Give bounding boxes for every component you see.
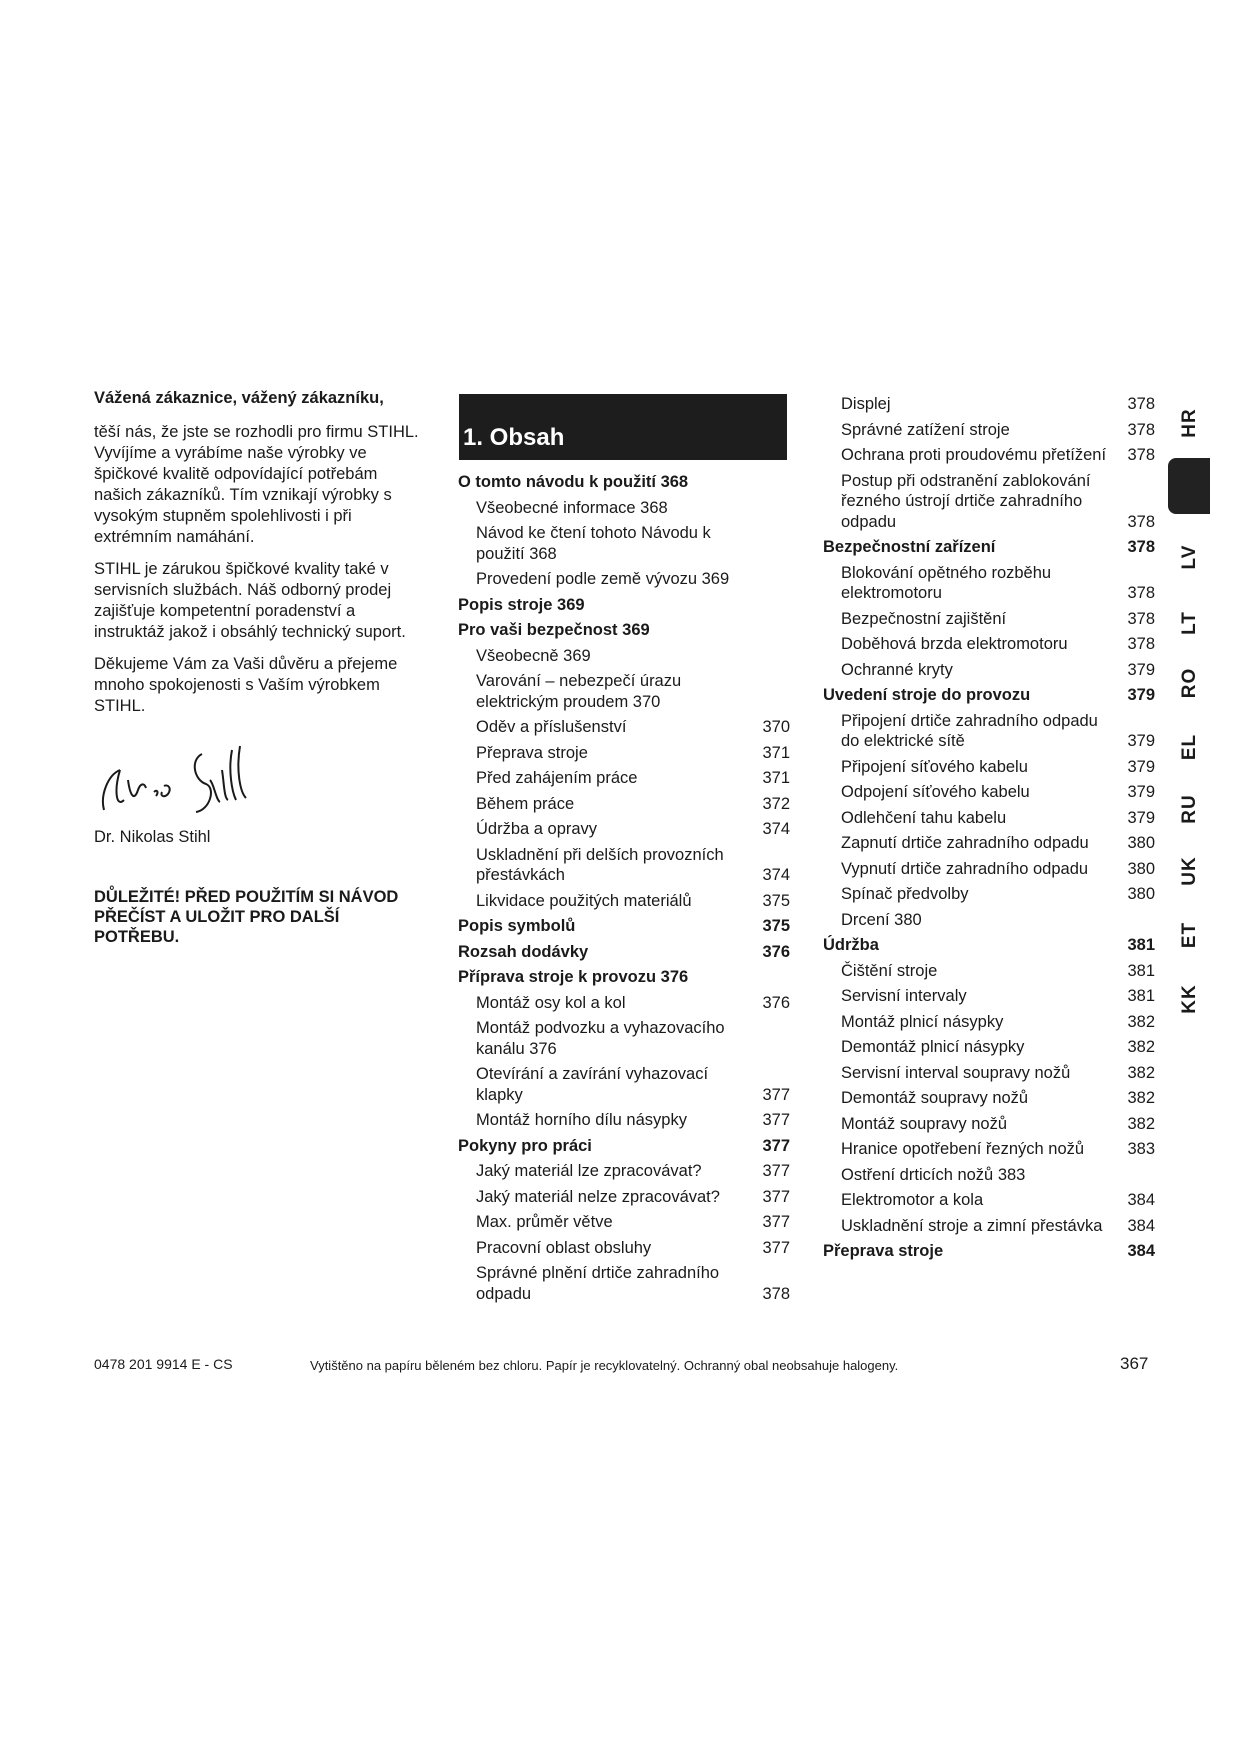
- toc-entry-page: 379: [1127, 686, 1155, 704]
- toc-entry[interactable]: [458, 1212, 790, 1233]
- toc-section[interactable]: [823, 537, 1155, 558]
- toc-entry-title: Návod ke čtení tohoto Návodu k použití 368: [476, 524, 711, 563]
- toc-entry-page: 382: [1127, 1089, 1155, 1107]
- toc-entry-page: 372: [762, 794, 790, 813]
- toc-entry-title: Varování – nebezpečí úrazu elektrickým proudem 370: [476, 672, 682, 711]
- toc-entry[interactable]: [823, 660, 1155, 681]
- toc-entry-title: Oděv a příslušenství: [476, 718, 627, 736]
- toc-entry-page: 379: [1127, 660, 1155, 679]
- toc-entry-page: 371: [762, 769, 790, 787]
- toc-column-left: [458, 472, 790, 1309]
- toc-entry-page: 378: [1127, 395, 1155, 413]
- toc-entry[interactable]: [823, 1114, 1155, 1135]
- toc-section[interactable]: [458, 1136, 790, 1157]
- toc-column-right: [823, 394, 1155, 1267]
- toc-entry[interactable]: [458, 794, 790, 815]
- toc-entry[interactable]: [823, 634, 1155, 655]
- toc-entry-page: 379: [1127, 757, 1155, 776]
- signature-image: [94, 740, 264, 820]
- toc-entry[interactable]: [823, 711, 1155, 752]
- toc-entry-page: 381: [1127, 987, 1155, 1005]
- greeting: Vážená zákaznice, vážený zákazníku,: [94, 389, 384, 407]
- toc-entry[interactable]: [458, 768, 790, 789]
- toc-entry[interactable]: [823, 859, 1155, 880]
- toc-header: [459, 394, 787, 460]
- toc-entry-title: Popis symbolů: [458, 917, 576, 935]
- toc-entry-title: Spínač předvolby: [841, 885, 969, 903]
- toc-entry[interactable]: [458, 1187, 790, 1208]
- toc-entry[interactable]: [458, 993, 790, 1014]
- toc-section[interactable]: [823, 1241, 1155, 1262]
- toc-entry[interactable]: [458, 1110, 790, 1131]
- language-tab-lt[interactable]: LT: [1179, 611, 1200, 635]
- toc-entry-page: 381: [1127, 936, 1155, 954]
- toc-entry-title: Příprava stroje k provozu 376: [458, 968, 689, 986]
- toc-entry[interactable]: [458, 646, 790, 667]
- toc-entry-page: 383: [1127, 1140, 1155, 1158]
- toc-entry-title: Zapnutí drtiče zahradního odpadu: [841, 834, 1089, 852]
- toc-entry-title: Montáž podvozku a vyhazovacího kanálu 376: [476, 1019, 725, 1058]
- language-tab-el[interactable]: EL: [1179, 733, 1200, 761]
- toc-entry-title: Vypnutí drtiče zahradního odpadu: [841, 859, 1089, 878]
- toc-entry-page: 376: [762, 942, 790, 961]
- toc-entry[interactable]: [823, 961, 1155, 982]
- intro-paragraph: Děkujeme Vám za Vaši důvěru a přejeme mnoho spokojenosti s Vaším výrobkem STIHL.: [94, 655, 398, 715]
- toc-entry[interactable]: [823, 808, 1155, 829]
- toc-entry-page: 378: [1127, 538, 1155, 556]
- toc-entry-page: 379: [1127, 732, 1155, 750]
- toc-entry[interactable]: [823, 910, 1155, 931]
- toc-section[interactable]: [458, 472, 790, 493]
- toc-entry-page: 378: [762, 1284, 790, 1303]
- language-tab-cs[interactable]: CS: [1179, 482, 1200, 512]
- signature-name: Dr. Nikolas Stihl: [94, 828, 211, 846]
- toc-entry-title: Přeprava stroje: [476, 743, 588, 762]
- toc-entry-page: 374: [762, 820, 790, 838]
- intro-letter: [94, 388, 429, 728]
- toc-entry[interactable]: [458, 891, 790, 912]
- toc-entry[interactable]: [823, 833, 1155, 854]
- toc-entry[interactable]: [823, 420, 1155, 441]
- toc-entry-title: Pokyny pro práci: [458, 1136, 592, 1155]
- toc-entry-page: 374: [762, 866, 790, 884]
- toc-entry-title: Všeobecné informace 368: [476, 498, 668, 517]
- toc-entry[interactable]: [458, 1018, 790, 1059]
- toc-entry[interactable]: [823, 1088, 1155, 1109]
- toc-entry[interactable]: [458, 819, 790, 840]
- toc-entry[interactable]: [823, 757, 1155, 778]
- toc-entry[interactable]: [823, 1037, 1155, 1058]
- toc-entry-title: Čištění stroje: [841, 961, 938, 980]
- toc-entry[interactable]: [823, 782, 1155, 803]
- toc-entry[interactable]: [458, 671, 790, 712]
- toc-section[interactable]: [458, 967, 790, 988]
- toc-entry[interactable]: [823, 1139, 1155, 1160]
- toc-entry-page: 379: [1127, 808, 1155, 827]
- toc-entry-title: Bezpečnostní zařízení: [823, 538, 996, 556]
- toc-entry-page: 380: [1127, 834, 1155, 852]
- language-tab-kk[interactable]: KK: [1179, 984, 1200, 1014]
- toc-entry-title: Během práce: [476, 794, 575, 813]
- toc-entry-page: 378: [1127, 635, 1155, 653]
- toc-entry[interactable]: [823, 609, 1155, 630]
- toc-entry-title: Montáž horního dílu násypky: [476, 1111, 687, 1129]
- toc-entry-title: Odlehčení tahu kabelu: [841, 808, 1007, 827]
- toc-entry-title: Montáž osy kol a kol: [476, 993, 626, 1012]
- toc-entry-page: 377: [762, 1162, 790, 1180]
- toc-section[interactable]: [458, 620, 790, 641]
- toc-entry-page: 377: [762, 1238, 790, 1257]
- toc-entry-title: Správné plnění drtiče zahradního odpadu: [476, 1264, 720, 1303]
- toc-entry-title: Jaký materiál lze zpracovávat?: [476, 1162, 702, 1180]
- toc-entry-title: Montáž plnicí násypky: [841, 1012, 1004, 1031]
- toc-entry[interactable]: [458, 498, 790, 519]
- toc-entry-page: 382: [1127, 1012, 1155, 1031]
- toc-entry-title: Připojení drtiče zahradního odpadu do elektrické sítě: [841, 711, 1098, 750]
- toc-entry-title: Demontáž soupravy nožů: [841, 1089, 1029, 1107]
- language-tab-et[interactable]: ET: [1179, 921, 1200, 949]
- toc-entry-title: O tomto návodu k použití 368: [458, 473, 689, 491]
- toc-entry-title: Uskladnění při delších provozních přestávkách: [476, 845, 724, 884]
- toc-entry[interactable]: [823, 1216, 1155, 1237]
- toc-entry-title: Doběhová brzda elektromotoru: [841, 635, 1068, 653]
- toc-entry[interactable]: [823, 1165, 1155, 1186]
- toc-entry-title: Pracovní oblast obsluhy: [476, 1238, 652, 1257]
- toc-entry-page: 384: [1127, 1242, 1155, 1260]
- toc-entry-page: 377: [762, 1111, 790, 1129]
- toc-entry-page: 384: [1127, 1191, 1155, 1209]
- toc-entry[interactable]: [458, 743, 790, 764]
- toc-entry[interactable]: [458, 523, 790, 564]
- toc-entry-page: 378: [1127, 446, 1155, 464]
- toc-entry-title: Montáž soupravy nožů: [841, 1114, 1008, 1133]
- language-tab-ro[interactable]: RO: [1179, 667, 1200, 699]
- toc-entry-title: Servisní intervaly: [841, 987, 967, 1005]
- toc-entry[interactable]: [458, 717, 790, 738]
- toc-entry[interactable]: [458, 569, 790, 590]
- toc-entry-title: Jaký materiál nelze zpracovávat?: [476, 1187, 720, 1206]
- toc-entry-title: Všeobecně 369: [476, 646, 591, 665]
- toc-entry-page: 381: [1127, 961, 1155, 980]
- toc-entry-page: 375: [762, 917, 790, 935]
- language-tab-lv[interactable]: LV: [1179, 544, 1200, 570]
- toc-entry-title: Údržba a opravy: [476, 820, 598, 838]
- toc-entry-page: 371: [762, 743, 790, 762]
- toc-entry-title: Správné zatížení stroje: [841, 420, 1010, 439]
- toc-entry[interactable]: [458, 1263, 790, 1304]
- intro-paragraph: STIHL je zárukou špičkové kvality také v servisních službách. Náš odborný prodej zajišťuje kompetentní poradenství a instruktáž jakož i obsáhlý technický suport.: [94, 560, 406, 641]
- toc-entry-page: 378: [1127, 420, 1155, 439]
- toc-entry[interactable]: [458, 1161, 790, 1182]
- toc-entry-title: Provedení podle země vývozu 369: [476, 570, 730, 588]
- toc-entry-title: Ochranné kryty: [841, 660, 953, 679]
- toc-entry[interactable]: [823, 563, 1155, 604]
- toc-entry-page: 380: [1127, 859, 1155, 878]
- toc-entry-page: 380: [1127, 885, 1155, 903]
- toc-section[interactable]: [823, 935, 1155, 956]
- language-tab-hr[interactable]: HR: [1179, 408, 1200, 438]
- toc-entry-page: 377: [762, 1213, 790, 1231]
- toc-entry-page: 377: [762, 1136, 790, 1155]
- toc-entry-title: Bezpečnostní zajištění: [841, 609, 1007, 628]
- toc-entry-page: 382: [1127, 1038, 1155, 1056]
- toc-section[interactable]: [458, 595, 790, 616]
- toc-entry[interactable]: [823, 884, 1155, 905]
- toc-entry-title: Postup při odstranění zablokování řezného ústrojí drtiče zahradního odpadu: [841, 471, 1091, 531]
- important-notice: DŮLEŽITÉ! PŘED POUŽITÍM SI NÁVOD PŘEČÍST A ULOŽIT PRO DALŠÍ POTŘEBU.: [94, 888, 399, 946]
- toc-entry-title: Ostření drticích nožů 383: [841, 1165, 1026, 1184]
- toc-entry[interactable]: [823, 1190, 1155, 1211]
- toc-entry-title: Blokování opětného rozběhu elektromotoru: [841, 563, 1052, 602]
- toc-entry-page: 382: [1127, 1114, 1155, 1133]
- page-number: 367: [1120, 1354, 1149, 1373]
- toc-entry-title: Rozsah dodávky: [458, 942, 589, 961]
- toc-entry-title: Před zahájením práce: [476, 769, 638, 787]
- document-code: 0478 201 9914 E - CS: [94, 1356, 233, 1372]
- toc-entry-title: Max. průměr větve: [476, 1213, 613, 1231]
- language-tab-ru[interactable]: RU: [1179, 794, 1200, 824]
- toc-entry-page: 370: [762, 718, 790, 736]
- toc-entry-title: Elektromotor a kola: [841, 1191, 984, 1209]
- toc-entry[interactable]: [458, 1064, 790, 1105]
- toc-entry[interactable]: [823, 1063, 1155, 1084]
- toc-section[interactable]: [458, 942, 790, 963]
- toc-entry-title: Otevírání a zavírání vyhazovací klapky: [476, 1065, 709, 1104]
- language-tab-uk[interactable]: UK: [1179, 856, 1200, 886]
- toc-entry[interactable]: [823, 445, 1155, 466]
- toc-entry-title: Odpojení síťového kabelu: [841, 783, 1030, 801]
- toc-entry-title: Uvedení stroje do provozu: [823, 686, 1031, 704]
- toc-entry-page: 377: [762, 1085, 790, 1104]
- toc-title: 1. Obsah: [463, 424, 565, 451]
- toc-entry-page: 378: [1127, 609, 1155, 628]
- footer-note: Vytištěno na papíru běleném bez chloru. Papír je recyklovatelný. Ochranný obal neobsahuje halogeny.: [310, 1358, 899, 1373]
- toc-entry-page: 378: [1127, 584, 1155, 602]
- toc-entry-title: Ochrana proti proudovému přetížení: [841, 446, 1107, 464]
- toc-entry-page: 377: [762, 1187, 790, 1206]
- toc-entry-page: 376: [762, 993, 790, 1012]
- toc-entry-page: 378: [1127, 512, 1155, 531]
- toc-entry-page: 379: [1127, 783, 1155, 801]
- toc-entry[interactable]: [823, 986, 1155, 1007]
- toc-entry-title: Demontáž plnicí násypky: [841, 1038, 1025, 1056]
- toc-entry[interactable]: [458, 845, 790, 886]
- toc-entry-title: Servisní interval soupravy nožů: [841, 1063, 1071, 1082]
- toc-entry-title: Připojení síťového kabelu: [841, 757, 1028, 776]
- toc-entry-title: Displej: [841, 395, 891, 413]
- toc-entry-title: Pro vaši bezpečnost 369: [458, 621, 650, 639]
- toc-entry-title: Údržba: [823, 936, 879, 954]
- toc-section[interactable]: [458, 916, 790, 937]
- toc-entry-title: Drcení 380: [841, 910, 922, 929]
- toc-entry[interactable]: [458, 1238, 790, 1259]
- toc-section[interactable]: [823, 685, 1155, 706]
- toc-entry-title: Hranice opotřebení řezných nožů: [841, 1140, 1085, 1158]
- toc-entry[interactable]: [823, 471, 1155, 533]
- toc-entry-page: 375: [762, 891, 790, 910]
- intro-paragraph: těší nás, že jste se rozhodli pro firmu STIHL. Vyvíjíme a vyrábíme naše výrobky ve špičkové kvalitě odpovídající potřebám našich zákazníků. Tím vznikají výrobky s vysokým stupněm spolehlivosti i při extrémním namáhání.: [94, 423, 419, 546]
- toc-entry-page: 384: [1127, 1216, 1155, 1235]
- toc-entry-title: Přeprava stroje: [823, 1242, 944, 1260]
- toc-entry-page: 382: [1127, 1063, 1155, 1082]
- toc-entry-title: Popis stroje 369: [458, 595, 585, 614]
- toc-entry[interactable]: [823, 1012, 1155, 1033]
- toc-entry[interactable]: [823, 394, 1155, 415]
- toc-entry-title: Likvidace použitých materiálů: [476, 891, 692, 910]
- toc-entry-title: Uskladnění stroje a zimní přestávka: [841, 1216, 1103, 1235]
